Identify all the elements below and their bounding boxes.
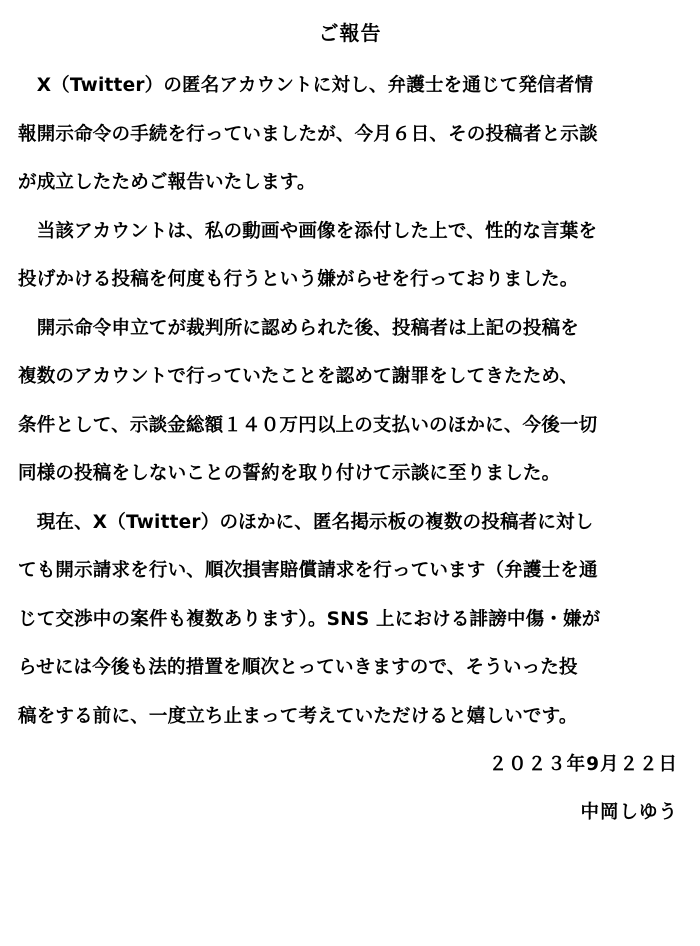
body-line: 条件として、示談金総額１４０万円以上の支払いのほかに、今後一切 bbox=[18, 414, 598, 436]
body-line: 稿をする前に、一度立ち止まって考えていただけると嬉しいです。 bbox=[18, 705, 578, 727]
document-title: ご報告 bbox=[318, 21, 382, 45]
body-line: ても開示請求を行い、順次損害賠償請求を行っています（弁護士を通 bbox=[18, 560, 598, 581]
body-line: 現在、X（Twitter）のほかに、匿名掲示板の複数の投稿者に対し bbox=[18, 511, 594, 533]
document-date: ２０２３年9月２２日 bbox=[488, 754, 678, 775]
body-line: らせには今後も法的措置を順次とっていきますので、そういった投 bbox=[18, 657, 578, 678]
body-line: 同様の投稿をしないことの誓約を取り付けて示談に至りました。 bbox=[18, 463, 561, 484]
document-signature: 中岡しゆう bbox=[580, 802, 678, 823]
body-line: 複数のアカウントで行っていたことを認めて謝罪をしてきたため、 bbox=[18, 366, 579, 387]
body-line: X（Twitter）の匿名アカウントに対し、弁護士を通じて発信者情 bbox=[18, 75, 594, 96]
body-line: が成立したためご報告いたします。 bbox=[18, 172, 316, 193]
body-line: 報開示命令の手続を行っていましたが、今月６日、その投稿者と示談 bbox=[18, 123, 598, 145]
body-line: 投げかける投稿を何度も行うという嫌がらせを行っておりました。 bbox=[18, 269, 579, 290]
body-line: 開示命令申立てが裁判所に認められた後、投稿者は上記の投稿を bbox=[18, 317, 580, 339]
body-line: じて交渉中の案件も複数あります）。SNS 上における誹謗中傷・嫌が bbox=[18, 608, 601, 630]
document-body bbox=[18, 62, 682, 741]
body-line: 当該アカウントは、私の動画や画像を添付した上で、性的な言葉を bbox=[18, 220, 598, 242]
